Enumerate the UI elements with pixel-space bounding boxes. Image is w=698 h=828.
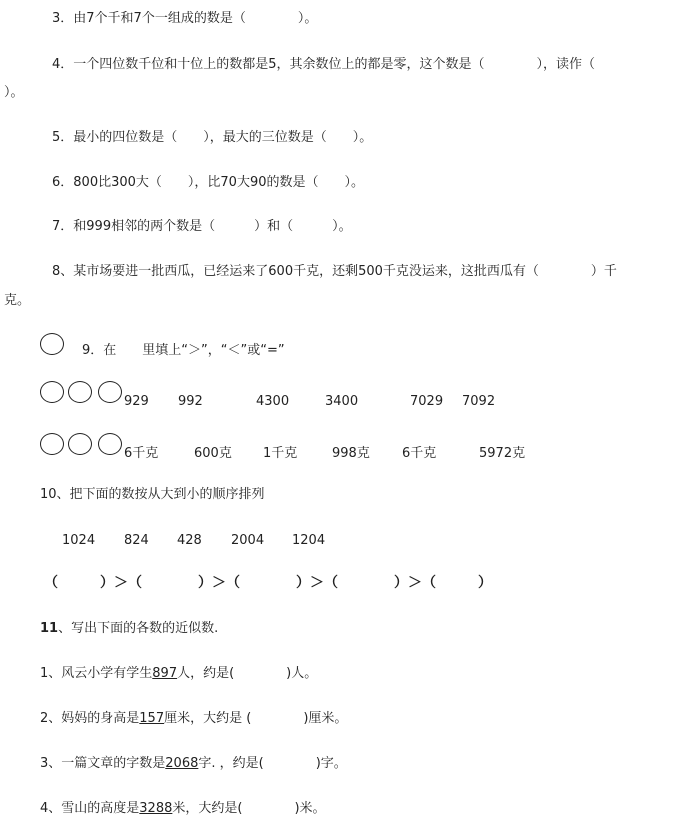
order-number: 428 <box>177 533 202 548</box>
order-number: 1024 <box>62 533 96 548</box>
answer-circle-icon[interactable] <box>98 381 122 403</box>
order-number: 824 <box>124 533 149 548</box>
compare-value: 1千克 <box>263 446 298 461</box>
answer-circle-icon[interactable] <box>40 433 64 455</box>
item-number: 3288 <box>139 801 173 816</box>
question-11-item <box>40 800 326 818</box>
question-11-item <box>40 665 317 683</box>
question-5: 5．最小的四位数是（ ），最大的三位数是（ ）。 <box>52 130 373 145</box>
compare-value: 992 <box>178 394 203 409</box>
compare-value: 5972克 <box>479 446 526 461</box>
compare-value: 600克 <box>194 446 232 461</box>
question-10-answer[interactable]: （ ）＞（ ）＞（ ）＞（ ）＞（ ） <box>44 575 492 591</box>
compare-value: 6千克 <box>124 446 159 461</box>
compare-value: 929 <box>124 394 149 409</box>
compare-value: 7092 <box>462 394 496 409</box>
question-9: 9．在 里填上“＞”，“＜”或“=” <box>82 343 285 358</box>
compare-value: 6千克 <box>402 446 437 461</box>
question-11-title <box>40 620 218 638</box>
question-11-item <box>40 710 347 728</box>
question-11-number: 11 <box>40 621 59 636</box>
answer-circle-icon[interactable] <box>68 433 92 455</box>
item-number: 897 <box>152 666 178 681</box>
answer-circle-icon <box>40 333 64 355</box>
item-answer[interactable]: 厘米，大约是 ( )厘米。 <box>164 711 348 726</box>
question-11-item <box>40 755 347 773</box>
order-number: 1204 <box>292 533 326 548</box>
item-answer[interactable]: 米，大约是( )米。 <box>172 801 326 816</box>
item-text: 1、风云小学有学生 <box>40 666 153 681</box>
compare-value: 3400 <box>325 394 359 409</box>
item-answer[interactable]: 字. ，约是( )字。 <box>198 756 347 771</box>
question-7: 7．和999相邻的两个数是（ ）和（ ）。 <box>52 219 352 234</box>
question-11-text: 、写出下面的各数的近似数. <box>58 621 219 636</box>
compare-value: 4300 <box>256 394 290 409</box>
answer-circle-icon[interactable] <box>40 381 64 403</box>
question-8-line-2: 克。 <box>4 293 31 308</box>
question-6: 6．800比300大（ ），比70大90的数是（ ）。 <box>52 175 364 190</box>
item-number: 2068 <box>165 756 199 771</box>
question-8-line-1: 8、某市场要进一批西瓜，已经运来了600千克，还剩500千克没运来，这批西瓜有（ ）千 <box>52 264 617 279</box>
question-10-title: 10、把下面的数按从大到小的顺序排列 <box>40 487 265 502</box>
item-text: 3、一篇文章的字数是 <box>40 756 166 771</box>
compare-value: 998克 <box>332 446 370 461</box>
compare-value: 7029 <box>410 394 444 409</box>
item-number: 157 <box>139 711 165 726</box>
question-4-line-2: ）。 <box>4 85 24 100</box>
order-number: 2004 <box>231 533 265 548</box>
item-text: 2、妈妈的身高是 <box>40 711 140 726</box>
question-4-line-1: 4．一个四位数千位和十位上的数都是5，其余数位上的都是零，这个数是（ ），读作（ <box>52 57 596 72</box>
item-answer[interactable]: 人，约是( )人。 <box>177 666 318 681</box>
answer-circle-icon[interactable] <box>68 381 92 403</box>
answer-circle-icon[interactable] <box>98 433 122 455</box>
question-3: 3．由7个千和7个一组成的数是（ ）。 <box>52 11 318 26</box>
item-text: 4、雪山的高度是 <box>40 801 140 816</box>
